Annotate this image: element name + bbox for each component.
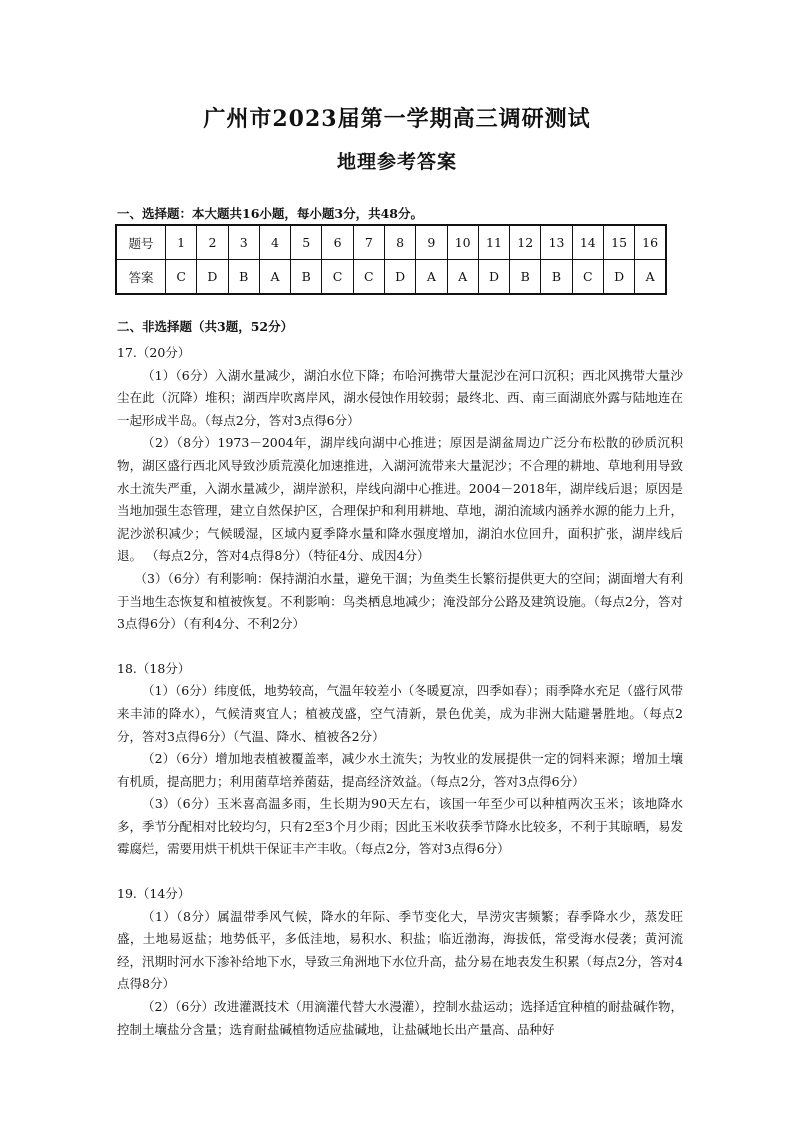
q18-answer-2: （2）（6分）增加地表植被覆盖率，减少水土流失；为牧业的发展提供一定的饲料来源；增加土壤有机质，提高肥力；利用菌草培养菌菇，提高经济效益。（每点2分，答对3点得6分）: [117, 751, 683, 789]
question-number: 6: [322, 225, 353, 260]
question-number: 14: [572, 225, 603, 260]
question-number: 3: [228, 225, 259, 260]
q17-answer-3: （3）（6分）有利影响：保持湖泊水量，避免干涸；为鱼类生长繁衍提供更大的空间；湖面增大有利于当地生态恢复和植被恢复。不利影响：鸟类栖息地减少；淹没部分公路及建筑设施。（每点2分，答对3点得6分）（有利4分、不利2分）: [117, 570, 683, 632]
answer-cell: A: [416, 260, 447, 295]
question-number: 9: [416, 225, 447, 260]
question-number: 4: [259, 225, 290, 260]
question-number: 16: [635, 225, 666, 260]
q18-answer-1: （1）（6分）纬度低，地势较高，气温年较差小（冬暖夏凉，四季如春）；雨季降水充足（盛行风带来丰沛的降水），气候清爽宜人；植被茂盛，空气清新，景色优美，成为非洲大陆避暑胜地。（每点2分，答对3点得6分）（气温、降水、植被各2分）: [117, 683, 683, 744]
row-label-answer: 答案: [116, 260, 166, 295]
answer-cell: A: [447, 260, 478, 295]
answer-table: [115, 224, 667, 295]
answer-cell: C: [322, 260, 353, 295]
question-number: 10: [447, 225, 478, 260]
answer-cell: D: [478, 260, 509, 295]
section-1-heading: 一、选择题：本大题共16小题，每小题3分，共48分。: [117, 206, 423, 221]
question-number: 15: [603, 225, 634, 260]
answer-cell: C: [166, 260, 197, 295]
answer-content: [117, 342, 683, 1041]
answer-cell: C: [572, 260, 603, 295]
question-number: 7: [353, 225, 384, 260]
q18-answer-3: （3）（6分）玉米喜高温多雨，生长期为90天左右，该国一年至少可以种植两次玉米；该地降水多，季节分配相对比较均匀，只有2至3个月少雨；因此玉米收获季节降水比较多，不利于其晾晒，易发霉腐烂，需要用烘干机烘干保证丰产丰收。（每点2分，答对3点得6分）: [117, 796, 683, 857]
q17-title: 17.（20分）: [117, 345, 191, 360]
question-number: 8: [384, 225, 415, 260]
question-number: 11: [478, 225, 509, 260]
answer-cell: A: [259, 260, 290, 295]
answer-cell: D: [603, 260, 634, 295]
q19-answer-2: （2）（6分）改进灌溉技术（用滴灌代替大水漫灌），控制水盐运动；选择适宜种植的耐盐碱作物，控制土壤盐分含量；选育耐盐碱植物适应盐碱地，让盐碱地长出产量高、品种好: [117, 999, 683, 1037]
section-2-heading: 二、非选择题（共3题，52分）: [117, 319, 294, 334]
question-number: 1: [166, 225, 197, 260]
page-title: 广州市2023届第一学期高三调研测试: [203, 106, 591, 132]
answer-cell: D: [384, 260, 415, 295]
row-label-question: 题号: [116, 225, 166, 260]
q17-answer-2: （2）（8分）1973－2004年，湖岸线向湖中心推进；原因是湖盆周边广泛分布松散的砂质沉积物，湖区盛行西北风导致沙质荒漠化加速推进，入湖河流带来大量泥沙；不合理的耕地、草地利用导致水土流失严重，入湖水量减少，湖岸淤积，岸线向湖中心推进。2004－2018年，湖岸线后退；原因是当地加强生态管理，建立自然保护区，合理保护和利用耕地、草地，湖泊流域内涵养水源的能力上升，泥沙淤积减少；气候暖湿，区域内夏季降水量和降水强度增加，湖泊水位回升，面积扩张，湖岸线后退。 （每点2分，答对4点得8分）（特征4分、成因4分）: [117, 435, 683, 564]
q17-answer-1: （1）（6分）入湖水量减少，湖泊水位下降；布哈河携带大量泥沙在河口沉积；西北风携带大量沙尘在此（沉降）堆积；湖西岸吹离岸风，湖水侵蚀作用较弱；最终北、西、南三面湖底外露与陆地连在一起形成半岛。（每点2分，答对3点得6分）: [117, 367, 683, 428]
q19-answer-1: （1）（8分）属温带季风气候，降水的年际、季节变化大，旱涝灾害频繁；春季降水少，蒸发旺盛，土地易返盐；地势低平，多低洼地，易积水、积盐；临近渤海，海拔低，常受海水侵袭；黄河流经，汛期时河水下渗补给地下水，导致三角洲地下水位升高，盐分易在地表发生积累（每点2分，答对4点得8分）: [117, 908, 683, 992]
answer-cell: B: [510, 260, 541, 295]
answer-cell: D: [197, 260, 228, 295]
answer-cell: B: [541, 260, 572, 295]
question-number: 5: [291, 225, 322, 260]
question-number: 13: [541, 225, 572, 260]
page-subtitle: 地理参考答案: [336, 151, 457, 173]
question-number-row: [116, 225, 666, 260]
answer-cell: A: [635, 260, 666, 295]
question-number: 2: [197, 225, 228, 260]
q18-title: 18.（18分）: [117, 660, 191, 676]
answer-cell: C: [353, 260, 384, 295]
answer-cell: B: [228, 260, 259, 295]
answer-row: [116, 260, 666, 295]
q19-title: 19.（14分）: [117, 886, 191, 902]
question-number: 12: [510, 225, 541, 260]
answer-cell: B: [291, 260, 322, 295]
